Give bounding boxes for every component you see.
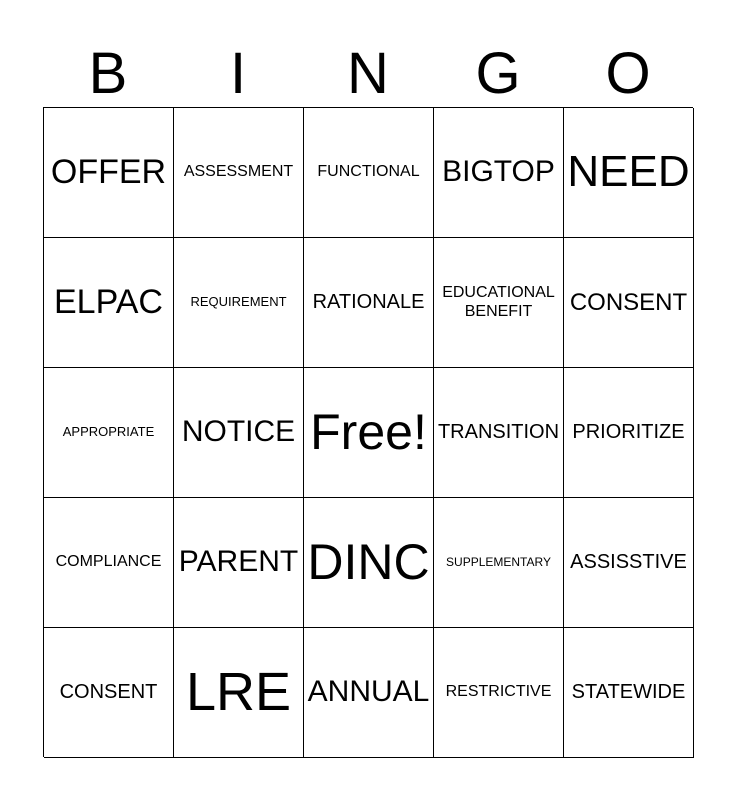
bingo-cell[interactable]: RESTRICTIVE <box>434 628 564 758</box>
bingo-cell[interactable]: PRIORITIZE <box>564 368 694 498</box>
bingo-cell[interactable]: CONSENT <box>44 628 174 758</box>
bingo-cell[interactable]: LRE <box>174 628 304 758</box>
bingo-cell[interactable]: OFFER <box>44 108 174 238</box>
bingo-cell[interactable]: PARENT <box>174 498 304 628</box>
bingo-cell[interactable]: NOTICE <box>174 368 304 498</box>
bingo-cell[interactable]: SUPPLEMENTARY <box>434 498 564 628</box>
bingo-cell[interactable]: BIGTOP <box>434 108 564 238</box>
bingo-cell[interactable]: ANNUAL <box>304 628 434 758</box>
bingo-cell[interactable]: ASSESSMENT <box>174 108 304 238</box>
bingo-cell[interactable]: ASSISSTIVE <box>564 498 694 628</box>
bingo-cell[interactable]: EDUCATIONAL BENEFIT <box>434 238 564 368</box>
header-letter-o: O <box>605 41 651 106</box>
bingo-cell[interactable]: FUNCTIONAL <box>304 108 434 238</box>
bingo-cell[interactable]: CONSENT <box>564 238 694 368</box>
bingo-cell[interactable]: COMPLIANCE <box>44 498 174 628</box>
bingo-grid <box>43 107 693 757</box>
bingo-cell[interactable]: STATEWIDE <box>564 628 694 758</box>
header-letter-b: B <box>88 41 128 106</box>
bingo-header <box>43 41 693 106</box>
bingo-cell[interactable]: RATIONALE <box>304 238 434 368</box>
bingo-cell[interactable]: ELPAC <box>44 238 174 368</box>
header-letter-g: G <box>475 41 521 106</box>
free-space-cell[interactable]: Free! <box>304 368 434 498</box>
bingo-cell[interactable]: TRANSITION <box>434 368 564 498</box>
bingo-cell[interactable]: NEED <box>564 108 694 238</box>
bingo-cell[interactable]: APPROPRIATE <box>44 368 174 498</box>
header-letter-i: I <box>229 41 247 106</box>
bingo-cell[interactable]: REQUIREMENT <box>174 238 304 368</box>
header-letter-n: N <box>347 41 389 106</box>
bingo-cell[interactable]: DINC <box>304 498 434 628</box>
